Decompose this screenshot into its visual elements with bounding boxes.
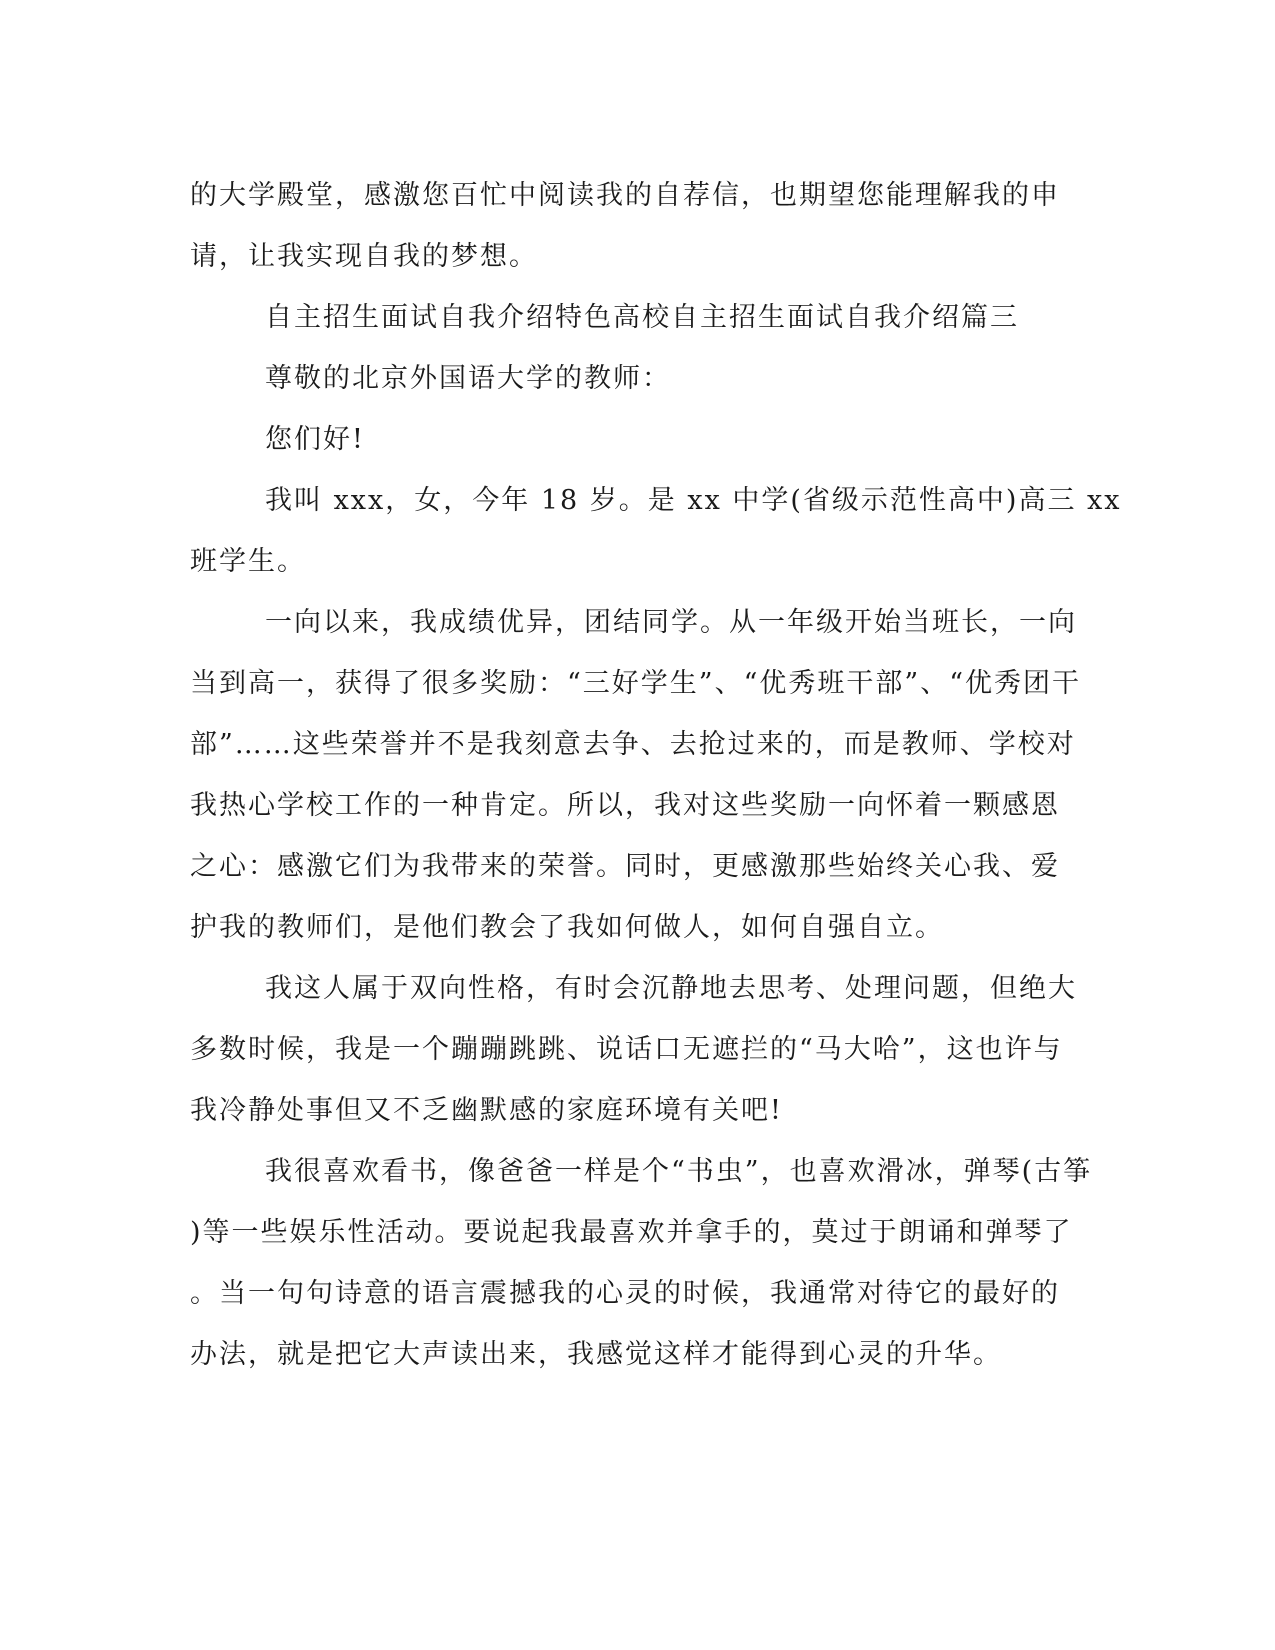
text-line: 的大学殿堂，感激您百忙中阅读我的自荐信，也期望您能理解我的申: [190, 180, 1060, 211]
greeting: 您们好!: [265, 424, 365, 455]
text-line: 多数时候，我是一个蹦蹦跳跳、说话口无遮拦的“马大哈”，这也许与: [190, 1034, 1063, 1065]
section-heading: 自主招生面试自我介绍特色高校自主招生面试自我介绍篇三: [265, 302, 1019, 333]
text-line: 。当一句句诗意的语言震撼我的心灵的时候，我通常对待它的最好的: [190, 1278, 1060, 1309]
text-line: 我冷静处事但又不乏幽默感的家庭环境有关吧!: [190, 1095, 783, 1126]
text-line: 护我的教师们，是他们教会了我如何做人，如何自强自立。: [190, 912, 944, 943]
text-line: 一向以来，我成绩优异，团结同学。从一年级开始当班长，一向: [265, 607, 1077, 638]
text-line: 部”……这些荣誉并不是我刻意去争、去抢过来的，而是教师、学校对: [190, 729, 1076, 760]
text-line: 办法，就是把它大声读出来，我感觉这样才能得到心灵的升华。: [190, 1339, 1002, 1370]
text-line: 当到高一，获得了很多奖励：“三好学生”、“优秀班干部”、“优秀团干: [190, 668, 1082, 699]
text-line: 班学生。: [190, 546, 306, 577]
salutation: 尊敬的北京外国语大学的教师：: [265, 363, 671, 394]
text-line: 请，让我实现自我的梦想。: [190, 241, 538, 272]
text-line: 之心：感激它们为我带来的荣誉。同时，更感激那些始终关心我、爱: [190, 851, 1060, 882]
text-line: 我叫 xxx，女，今年 18 岁。是 xx 中学(省级示范性高中)高三 xx: [265, 485, 1122, 516]
text-line: 我很喜欢看书，像爸爸一样是个“书虫”，也喜欢滑冰，弹琴(古筝: [265, 1156, 1093, 1187]
text-line: )等一些娱乐性活动。要说起我最喜欢并拿手的，莫过于朗诵和弹琴了: [190, 1217, 1073, 1248]
text-line: 我这人属于双向性格，有时会沉静地去思考、处理问题，但绝大: [265, 973, 1077, 1004]
text-line: 我热心学校工作的一种肯定。所以，我对这些奖励一向怀着一颗感恩: [190, 790, 1060, 821]
body-text: [190, 165, 1122, 1385]
